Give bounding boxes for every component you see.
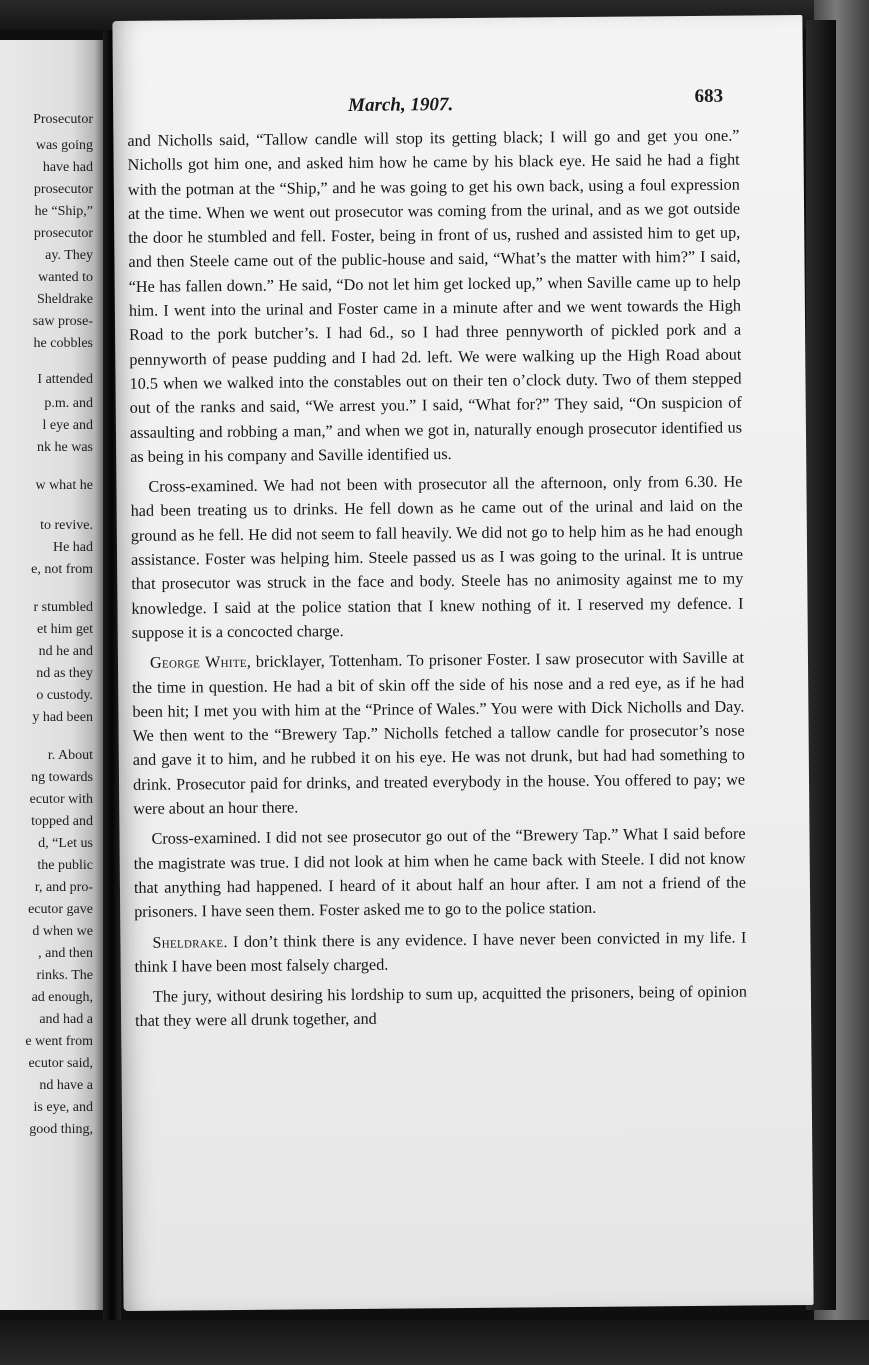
page-body bbox=[127, 124, 747, 1040]
previous-page-line: I attended bbox=[37, 372, 93, 387]
previous-page-line: y had been bbox=[32, 710, 93, 725]
previous-page-line: ng towards bbox=[31, 770, 93, 785]
previous-page-line: nd as they bbox=[36, 666, 93, 681]
previous-page-line: r, and pro- bbox=[34, 880, 93, 895]
previous-page-line: ecutor gave bbox=[28, 902, 93, 917]
previous-page-line: o custody. bbox=[36, 688, 93, 703]
previous-page-line: have had bbox=[42, 160, 93, 175]
previous-page-line: and had a bbox=[39, 1012, 93, 1027]
previous-page-line: ecutor said, bbox=[28, 1056, 93, 1071]
previous-page-line: r. About bbox=[47, 748, 93, 763]
previous-page-line: l eye and bbox=[42, 418, 93, 433]
previous-page-line: is eye, and bbox=[33, 1100, 93, 1115]
previous-page-line: nd have a bbox=[39, 1078, 93, 1093]
paragraph-testimony-continued: and Nicholls said, “Tallow candle will stop its getting black; I will go and get you one.” Nicholls got him one, and asked him how he came by his black eye. He said he had a fight with the potman at the “Ship,” and he was going to get his own back, using a foul expression at the time. When we went out prosecutor was coming from the urinal, and as we got outside the door he stumbled and fell. Foster, being in front of us, rushed and assisted him to get up, and then Steele came out of the public-house and said, “What’s the matter with him?” I said, “He has fallen down.” He said, “Do not let him get locked up,” when Saville came up to help him. I went into the urinal and Foster came in a minute after and we went towards the High Road to the pork butcher’s. I had 6d., so I had three pennyworth of pickled pork and a pennyworth of pease pudding and I had 2d. left. We were walking up the High Road about 10.5 when we walked into the constables out on their ten o’clock duty. Two of them stepped out of the ranks and said, “We arrest you.” I said, “What for?” They said, “On suspicion of assaulting and robbing a man,” and when we got in, naturally enough prosecutor identified us as being in his company and Saville identified us. bbox=[127, 126, 743, 466]
previous-page-line: good thing, bbox=[29, 1122, 93, 1137]
defendant-statement: . I don’t think there is any evidence. I have never been convicted in my life. I think I have been most falsely charged. bbox=[134, 928, 747, 976]
previous-page-line: topped and bbox=[31, 814, 93, 829]
previous-page-line: e, not from bbox=[31, 562, 93, 577]
defendant-name: Sheldrake bbox=[152, 932, 224, 952]
previous-page-line: d, “Let us bbox=[38, 836, 93, 851]
previous-page-line: nd he and bbox=[38, 644, 93, 659]
previous-page-line: , and then bbox=[38, 946, 93, 961]
previous-page-line: et him get bbox=[37, 622, 93, 637]
previous-page-line: nk he was bbox=[37, 440, 93, 455]
scan-backdrop-bottom bbox=[0, 1320, 869, 1365]
previous-page-line: to revive. bbox=[40, 518, 93, 533]
previous-page-line: saw prose- bbox=[32, 314, 93, 329]
previous-page-line: the public bbox=[37, 858, 93, 873]
previous-page-line: wanted to bbox=[38, 270, 93, 285]
previous-page-fragment bbox=[0, 40, 103, 1310]
previous-page-line: ad enough, bbox=[31, 990, 93, 1005]
previous-page-line: d when we bbox=[32, 924, 93, 939]
previous-page-line: was going bbox=[35, 138, 93, 153]
page-number: 683 bbox=[694, 85, 724, 107]
previous-page-line: he cobbles bbox=[33, 336, 93, 351]
previous-page-line: Prosecutor bbox=[33, 112, 93, 127]
book-page bbox=[112, 15, 813, 1311]
previous-page-line: prosecutor bbox=[33, 182, 93, 197]
previous-page-line: Sheldrake bbox=[37, 292, 93, 307]
paragraph-george-white bbox=[132, 646, 745, 821]
paragraph-verdict: The jury, without desiring his lordship to sum up, acquitted the prisoners, being of opinion that they were all drunk together, and bbox=[135, 982, 747, 1031]
previous-page-line: r stumbled bbox=[33, 600, 93, 615]
previous-page-line: rinks. The bbox=[36, 968, 93, 983]
previous-page-line: He had bbox=[52, 540, 93, 555]
paragraph-cross-examination-1: Cross-examined. We had not been with prosecutor all the afternoon, only from 6.30. He had been treating us to drinks. He fell down as he came out of the urinal and laid on the ground as he fell. He did not seem to fall heavily. We did not go to help him as he had enough assistance. Foster was helping him. Steele passed us as I was going to the urinal. It is untrue that prosecutor was struck in the face and body. Steele has no animosity against me to my knowledge. I said at the police station that I knew nothing of it. I reserved my defence. I suppose it is a concocted charge. bbox=[130, 472, 744, 642]
witness-name: George White bbox=[149, 653, 247, 672]
previous-page-line: p.m. and bbox=[44, 396, 93, 411]
previous-page-line: e went from bbox=[25, 1034, 93, 1049]
paragraph-sheldrake bbox=[134, 925, 746, 979]
previous-page-line: he “Ship,” bbox=[34, 204, 93, 219]
previous-page-line: ecutor with bbox=[29, 792, 93, 807]
witness-testimony: , bricklayer, Tottenham. To prisoner Foster. I saw prosecutor with Saville at the time in question. He had a bit of skin off the side of his nose and a red eye, as if he had been hit; I met you with him at the “Prince of Wales.” You were with Dick Nicholls and Day. We then went to the “Brewery Tap.” Nicholls fetched a tallow candle for prosecutor’s nose and gave it to him, and he rubbed it on his eye. He was not drunk, but had had something to drink. Prosecutor paid for drinks, and treated everybody in the house. You offered to pay; we were about an hour there. bbox=[132, 648, 746, 818]
paragraph-cross-examination-2: Cross-examined. I did not see prosecutor go out of the “Brewery Tap.” What I said before the magistrate was true. I did not look at him when he came back with Steele. I did not know that anything had happened. I heard of it about half an hour after. I am not a friend of the prisoners. I have seen them. Foster asked me to go to the police station. bbox=[133, 824, 747, 922]
previous-page-line: ay. They bbox=[45, 248, 93, 263]
previous-page-line: prosecutor bbox=[33, 226, 93, 241]
previous-page-line: w what he bbox=[35, 478, 93, 493]
page-header bbox=[113, 85, 803, 125]
running-head: March, 1907. bbox=[348, 94, 454, 116]
